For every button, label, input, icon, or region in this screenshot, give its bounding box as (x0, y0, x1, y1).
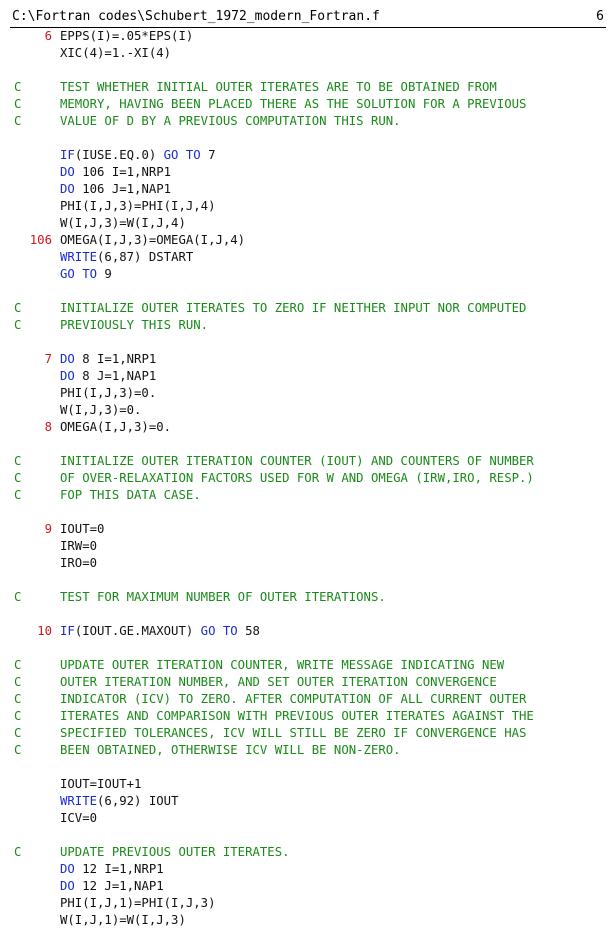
blank-line (0, 572, 612, 589)
code-text: 9 (97, 267, 112, 281)
code-line (0, 793, 612, 810)
statement (60, 198, 215, 215)
code-line (0, 385, 612, 402)
code-line (0, 28, 612, 45)
comment-text: BEEN OBTAINED, OTHERWISE ICV WILL BE NON-ZERO. (60, 743, 401, 757)
comment-line (0, 470, 612, 487)
comment-marker: C (14, 692, 22, 706)
code-text: IRW=0 (60, 539, 98, 553)
statement (60, 861, 164, 878)
code-text: XIC(4)=1.-XI(4) (60, 46, 172, 60)
blank-line (0, 130, 612, 147)
comment-text: INDICATOR (ICV) TO ZERO. AFTER COMPUTATION OF ALL CURRENT OUTER (60, 692, 527, 706)
comment-marker: C (14, 114, 22, 128)
statement (60, 810, 97, 827)
keyword: DO (60, 369, 75, 383)
blank-line (0, 334, 612, 351)
comment-text: FOP THIS DATA CASE. (60, 488, 201, 502)
comment-marker: C (14, 97, 22, 111)
comment-marker: C (14, 709, 22, 723)
comment-line (0, 691, 612, 708)
comment-marker: C (14, 488, 22, 502)
statement (60, 776, 141, 793)
code-line (0, 351, 612, 368)
keyword: DO (60, 862, 75, 876)
blank-line (0, 62, 612, 79)
code-text: 106 J=1,NAP1 (74, 182, 172, 196)
comment-marker: C (14, 658, 22, 672)
comment-text: UPDATE PREVIOUS OUTER ITERATES. (60, 845, 290, 859)
code-text: EPPS(I)=.05*EPS(I) (60, 29, 194, 43)
code-line (0, 249, 612, 266)
statement-label: 9 (44, 522, 52, 536)
code-text: PHI(I,J,3)=0. (60, 386, 157, 400)
statement-label: 10 (37, 624, 52, 638)
comment-line (0, 300, 612, 317)
comment-line (0, 725, 612, 742)
comment-line (0, 657, 612, 674)
comment-marker: C (14, 726, 22, 740)
statement (60, 368, 156, 385)
keyword: GO TO (163, 148, 201, 162)
statement-label: 106 (29, 233, 52, 247)
comment-marker: C (14, 743, 22, 757)
comment-line (0, 453, 612, 470)
code-line (0, 623, 612, 640)
code-line (0, 198, 612, 215)
comment-marker: C (14, 454, 22, 468)
comment-text: SPECIFIED TOLERANCES, ICV WILL STILL BE ZERO IF CONVERGENCE HAS (60, 726, 527, 740)
statement (60, 164, 171, 181)
code-line (0, 147, 612, 164)
comment-text: UPDATE OUTER ITERATION COUNTER, WRITE MESSAGE INDICATING NEW (60, 658, 505, 672)
statement (60, 895, 215, 912)
statement (60, 147, 216, 164)
comment-marker: C (14, 471, 22, 485)
comment-line (0, 742, 612, 759)
keyword: DO (60, 182, 75, 196)
page-header (10, 7, 606, 28)
comment-text: INITIALIZE OUTER ITERATES TO ZERO IF NEITHER INPUT NOR COMPUTED (60, 301, 527, 315)
comment-line (0, 487, 612, 504)
keyword: WRITE (60, 250, 98, 264)
code-text: OMEGA(I,J,3)=0. (60, 420, 172, 434)
keyword: DO (60, 165, 75, 179)
statement (60, 232, 245, 249)
statement-label: 6 (44, 29, 52, 43)
code-line (0, 861, 612, 878)
code-text: (6,87) DSTART (97, 250, 194, 264)
code-text: (6,92) IOUT (97, 794, 179, 808)
code-text: 8 J=1,NAP1 (74, 369, 157, 383)
statement (60, 521, 104, 538)
code-line (0, 895, 612, 912)
code-text: 106 I=1,NRP1 (74, 165, 172, 179)
statement (60, 28, 193, 45)
statement (60, 215, 186, 232)
code-text: PHI(I,J,1)=PHI(I,J,3) (60, 896, 216, 910)
code-text: ICV=0 (60, 811, 98, 825)
comment-marker: C (14, 318, 22, 332)
code-text: (IOUT.GE.MAXOUT) (74, 624, 201, 638)
comment-marker: C (14, 845, 22, 859)
comment-marker: C (14, 675, 22, 689)
statement (60, 912, 186, 929)
comment-line (0, 708, 612, 725)
comment-text: TEST WHETHER INITIAL OUTER ITERATES ARE TO BE OBTAINED FROM (60, 80, 497, 94)
comment-line (0, 589, 612, 606)
statement (60, 793, 178, 810)
keyword: DO (60, 879, 75, 893)
blank-line (0, 504, 612, 521)
comment-line (0, 317, 612, 334)
code-line (0, 776, 612, 793)
code-text: 58 (237, 624, 260, 638)
code-line (0, 419, 612, 436)
statement (60, 249, 193, 266)
code-text: W(I,J,3)=W(I,J,4) (60, 216, 186, 230)
code-line (0, 232, 612, 249)
code-line (0, 402, 612, 419)
keyword: IF (60, 148, 75, 162)
comment-line (0, 844, 612, 861)
blank-line (0, 606, 612, 623)
blank-line (0, 436, 612, 453)
comment-line (0, 96, 612, 113)
code-text: 8 I=1,NRP1 (74, 352, 157, 366)
comment-text: MEMORY, HAVING BEEN PLACED THERE AS THE SOLUTION FOR A PREVIOUS (60, 97, 527, 111)
blank-line (0, 759, 612, 776)
code-line (0, 266, 612, 283)
code-text: IOUT=0 (60, 522, 105, 536)
comment-text: ITERATES AND COMPARISON WITH PREVIOUS OUTER ITERATES AGAINST THE (60, 709, 534, 723)
code-line (0, 538, 612, 555)
blank-line (0, 640, 612, 657)
keyword: IF (60, 624, 75, 638)
statement (60, 266, 112, 283)
code-text: OMEGA(I,J,3)=OMEGA(I,J,4) (60, 233, 246, 247)
statement (60, 538, 97, 555)
code-text: PHI(I,J,3)=PHI(I,J,4) (60, 199, 216, 213)
statement (60, 181, 171, 198)
blank-line (0, 827, 612, 844)
statement (60, 402, 141, 419)
statement (60, 385, 156, 402)
keyword: WRITE (60, 794, 98, 808)
code-text: 12 J=1,NAP1 (74, 879, 164, 893)
statement-label: 8 (44, 420, 52, 434)
code-text: W(I,J,3)=0. (60, 403, 142, 417)
code-line (0, 45, 612, 62)
code-line (0, 810, 612, 827)
comment-text: OUTER ITERATION NUMBER, AND SET OUTER ITERATION CONVERGENCE (60, 675, 497, 689)
code-text: IOUT=IOUT+1 (60, 777, 142, 791)
code-line (0, 912, 612, 929)
code-listing (0, 28, 612, 929)
comment-text: VALUE OF D BY A PREVIOUS COMPUTATION THIS RUN. (60, 114, 401, 128)
code-line (0, 181, 612, 198)
code-text: 7 (200, 148, 216, 162)
statement (60, 419, 171, 436)
code-text: 12 I=1,NRP1 (74, 862, 164, 876)
file-path: C:\Fortran codes\Schubert_1972_modern_Fortran.f (12, 9, 380, 24)
statement (60, 555, 97, 572)
code-line (0, 368, 612, 385)
statement (60, 351, 156, 368)
code-text: (IUSE.EQ.0) (74, 148, 164, 162)
statement (60, 45, 171, 62)
keyword: GO TO (60, 267, 98, 281)
comment-text: PREVIOUSLY THIS RUN. (60, 318, 209, 332)
code-text: W(I,J,1)=W(I,J,3) (60, 913, 186, 927)
code-line (0, 215, 612, 232)
comment-marker: C (14, 80, 22, 94)
code-line (0, 521, 612, 538)
page-number: 6 (596, 9, 604, 24)
code-line (0, 164, 612, 181)
statement-label: 7 (44, 352, 52, 366)
statement (60, 623, 260, 640)
code-line (0, 878, 612, 895)
blank-line (0, 283, 612, 300)
comment-marker: C (14, 590, 22, 604)
code-line (0, 555, 612, 572)
statement (60, 878, 164, 895)
code-text: IRO=0 (60, 556, 98, 570)
comment-text: INITIALIZE OUTER ITERATION COUNTER (IOUT) AND COUNTERS OF NUMBER (60, 454, 534, 468)
comment-line (0, 113, 612, 130)
comment-text: TEST FOR MAXIMUM NUMBER OF OUTER ITERATIONS. (60, 590, 386, 604)
comment-marker: C (14, 301, 22, 315)
comment-text: OF OVER-RELAXATION FACTORS USED FOR W AND OMEGA (IRW,IRO, RESP.) (60, 471, 534, 485)
keyword: GO TO (200, 624, 238, 638)
keyword: DO (60, 352, 75, 366)
comment-line (0, 79, 612, 96)
comment-line (0, 674, 612, 691)
